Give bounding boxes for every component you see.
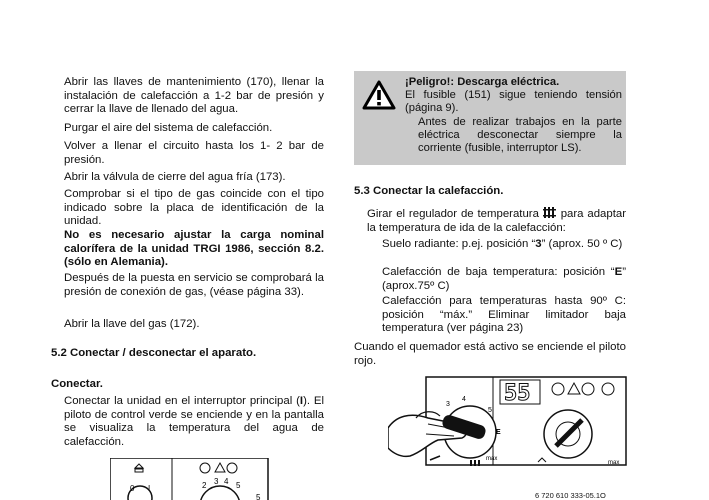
warning-icon: [215, 463, 225, 472]
figure-caption: 6 720 610 333-05.1O: [535, 491, 606, 500]
warning-icon: [568, 383, 580, 394]
display-readout: 55: [504, 381, 531, 406]
section-heading-5-2: 5.2 Conectar / desconectar el aparato.: [51, 347, 257, 359]
danger-warning-icon: [362, 80, 396, 110]
paragraph-turn-regulator: Girar el regulador de temperatura para adaptar la temperatura de ida de la calefacción:: [367, 208, 626, 234]
section-heading-5-3: 5.3 Conectar la calefacción.: [354, 185, 504, 197]
paragraph-open-gas: Abrir la llave del gas (172).: [64, 318, 200, 330]
svg-text:2: 2: [202, 481, 207, 490]
warning-title: ¡Peligro!: Descarga eléctrica.: [405, 76, 560, 88]
flame-icon: [200, 463, 210, 473]
power-symbol-icon: [135, 464, 143, 472]
tap-icon: [582, 383, 594, 395]
warning-box: [354, 71, 626, 165]
paragraph-underfloor: Suelo radiante: p.ej. posición “3” (aprox. 50 º C): [382, 238, 623, 250]
paragraph-check-pressure: Después de la puesta en servicio se comprobará la presión de conexión de gas, (véase página 33).: [64, 272, 324, 298]
tap-icon: [538, 458, 546, 462]
paragraph-low-temp: Calefacción de baja temperatura: posición “E” (aprox.75º C): [382, 266, 626, 292]
svg-text:I: I: [148, 484, 151, 493]
reset-icon: [602, 383, 614, 395]
paragraph-max-temp: Calefacción para temperaturas hasta 90º C: posición “máx.” Eliminar limitador baja temperatura (ver página 23): [382, 295, 626, 335]
svg-text:E: E: [496, 429, 501, 436]
svg-text:3: 3: [214, 477, 219, 486]
svg-text:max: max: [608, 460, 620, 466]
paragraph-note-bold: No es necesario ajustar la carga nominal calorífera de la unidad TRGI 1986, sección 8.2. (sólo en Alemania).: [64, 229, 324, 269]
svg-text:3: 3: [446, 401, 450, 408]
warning-fuse-text: El fusible (151) sigue teniendo tensión (página 9).: [405, 89, 622, 115]
control-panel-figure-partial: [110, 458, 270, 500]
control-panel-figure: [388, 372, 628, 490]
paragraph-purge-air: Purgar el aire del sistema de calefacción.: [64, 122, 273, 134]
paragraph-burner-active: Cuando el quemador está activo se enciende el piloto rojo.: [354, 341, 626, 367]
svg-text:max: max: [486, 456, 498, 462]
svg-text:4: 4: [224, 477, 229, 486]
flame-icon: [552, 383, 564, 395]
warning-disconnect-text: Antes de realizar trabajos en la parte eléctrica desconectar siempre la corriente (fusible, interruptor LS).: [418, 115, 622, 155]
radiator-icon: [543, 207, 557, 218]
paragraph-open-cold-water: Abrir la válvula de cierre del agua fría (173).: [64, 171, 286, 183]
tap-icon: [227, 463, 237, 473]
paragraph-fill-system: Abrir las llaves de mantenimiento (170), llenar la instalación de calefacción a 1-2 bar de presión y cerrar la llave de llenado del agua.: [64, 76, 324, 116]
paragraph-refill: Volver a llenar el circuito hasta los 1- 2 bar de presión.: [64, 140, 324, 166]
svg-text:4: 4: [462, 396, 466, 403]
paragraph-main-switch: Conectar la unidad en el interruptor principal (I). El piloto de control verde se enciende y en la pantalla se visualiza la temperatura del agua de calefacción.: [64, 395, 324, 448]
paragraph-check-gas: Comprobar si el tipo de gas coincide con el tipo indicado sobre la placa de identificación de la unidad.: [64, 188, 324, 228]
svg-text:5: 5: [488, 407, 492, 414]
svg-text:0: 0: [130, 484, 135, 493]
subheading-conectar: Conectar.: [51, 378, 103, 390]
reset-lever-icon: [430, 456, 440, 460]
svg-text:5: 5: [236, 481, 241, 490]
radiator-icon: [470, 460, 480, 466]
svg-text:5: 5: [256, 493, 261, 500]
